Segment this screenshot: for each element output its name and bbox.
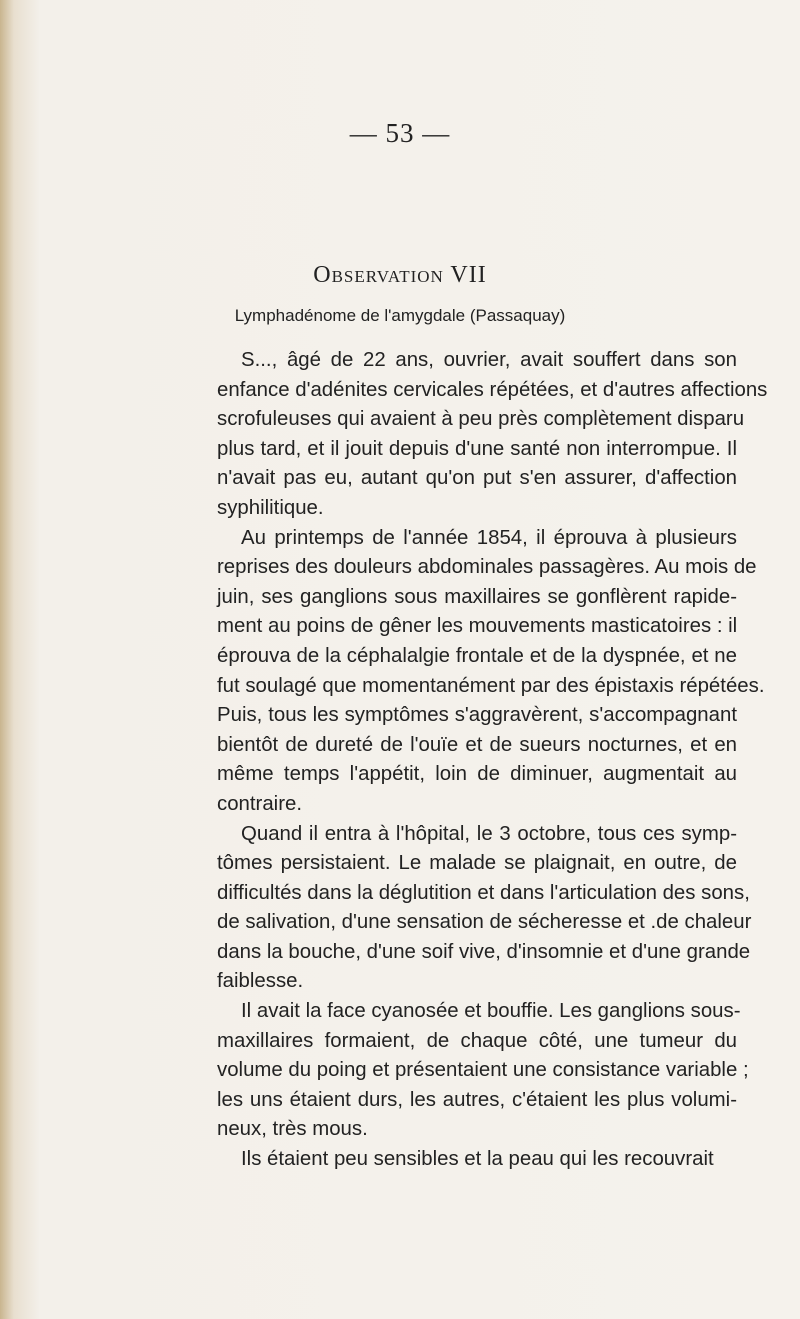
text-line: enfance d'adénites cervicales répétées, et d'autres affections [217,378,768,401]
text-line: ment au poins de gêner les mouvements masticatoires : il [217,615,738,638]
text-line: dans la bouche, d'une soif vive, d'insomnie et d'une grande [217,940,751,963]
text-line: Il avait la face cyanosée et bouffie. Les ganglions sous- [241,1000,741,1023]
text-line: les uns étaient durs, les autres, c'étaient les plus volumi- [217,1088,737,1111]
observation-subtitle: Lymphadénome de l'amygdale (Passaquay) [234,306,566,325]
body-text [217,346,768,1175]
text-line: éprouva de la céphalalgie frontale et de la dyspnée, et ne [217,644,737,667]
text-line: fut soulagé que momentanément par des épistaxis répétées. [217,674,765,697]
text-line: reprises des douleurs abdominales passagères. Au mois de [217,556,757,579]
text-line: n'avait pas eu, autant qu'on put s'en assurer, d'affection [217,467,737,490]
text-line: Quand il entra à l'hôpital, le 3 octobre, tous ces symp- [241,822,737,845]
text-line: tômes persistaient. Le malade se plaignait, en outre, de [217,852,737,875]
text-line: Puis, tous les symptômes s'aggravèrent, s'accompagnant [217,704,737,727]
text-line: neux, très mous. [217,1118,368,1141]
text-line: plus tard, et il jouit depuis d'une santé non interrompue. Il [217,437,737,460]
text-line: maxillaires formaient, de chaque côté, une tumeur du [217,1029,737,1052]
text-line: difficultés dans la déglutition et dans l'articulation des sons, [217,881,750,904]
text-line: bientôt de dureté de l'ouïe et de sueurs nocturnes, et en [217,733,737,756]
text-line: Ils étaient peu sensibles et la peau qui les recouvrait [241,1148,714,1171]
page-number: — 53 — [349,118,451,148]
text-line: scrofuleuses qui avaient à peu près complètement disparu [217,408,745,431]
text-line: S..., âgé de 22 ans, ouvrier, avait souffert dans son [241,349,737,371]
text-line: Au printemps de l'année 1854, il éprouva à plusieurs [241,526,737,549]
observation-title: Observation VII [313,262,487,288]
text-line: juin, ses ganglions sous maxillaires se gonflèrent rapide- [217,585,737,608]
text-line: même temps l'appétit, loin de diminuer, augmentait au [217,763,737,786]
text-line: contraire. [217,792,302,815]
text-line: volume du poing et présentaient une consistance variable ; [217,1059,749,1082]
text-line: faiblesse. [217,970,304,993]
text-line: de salivation, d'une sensation de sécheresse et .de chaleur [217,911,752,934]
text-line: syphilitique. [217,496,324,519]
